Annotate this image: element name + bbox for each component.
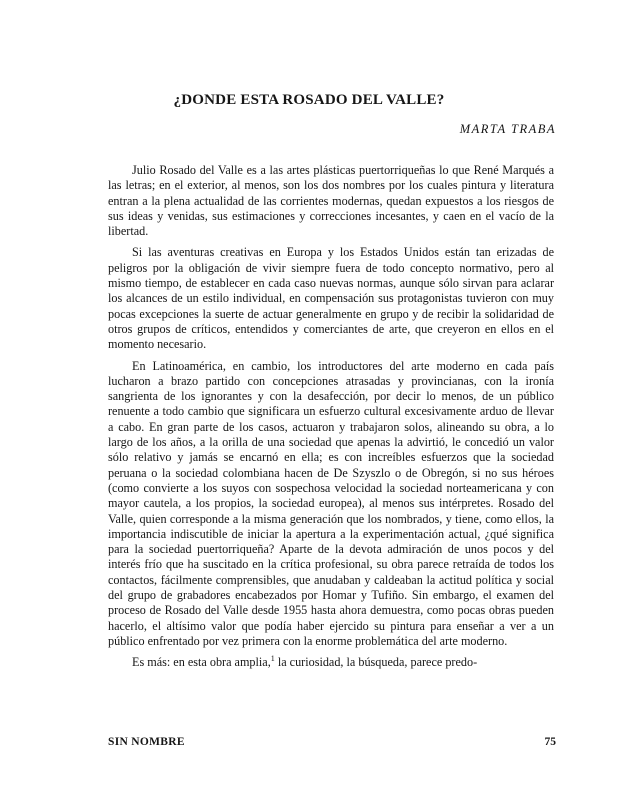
journal-name: SIN NOMBRE (108, 736, 185, 748)
paragraph-4-start: Es más: en esta obra amplia, (132, 655, 271, 670)
paragraph-4-end: la curiosidad, la búsqueda, parece predo- (274, 655, 478, 670)
article-author: MARTA TRABA (459, 122, 556, 136)
paragraph-3: En Latinoamérica, en cambio, los introductores del arte moderno en cada país lucharon a brazo partido con concepciones atrasadas y provincianas, con la ironía sangrienta de los ignorantes y con la desafección, por decir lo menos, de un público renuente a todo cambio que significara un esfuerzo cultural excesivamente arduo de llevar a cabo. En gran parte de los casos, actuaron y trabajaron solos, alineando su obra, a lo largo de los años, a la orilla de una sociedad que apenas la advirtió, le concedió un valor sólo relativo y jamás se encarnó en ella; es con increíbles esfuerzos que la sociedad peruana o la sociedad colombiana hacen de De Szyszlo o de Obregón, si no sus héroes (como convierte a los suyos con sospechosa velocidad la sociedad norteamericana y con mayor cautela, a los propios, la sociedad europea), al menos sus intérpretes. Rosado del Valle, quien corresponde a la misma generación que los nombrados, y tiene, como ellos, la importancia indiscutible de iniciar la apertura a la experimentación actual, ¿qué significa para la sociedad puertorriqueña? Aparte de la devota admiración de unos pocos y del interés frío que ha suscitado en la crítica profesional, su obra parece retraída de todos los contactos, fácilmente comprensibles, que anudaban y caldeaban la actitud política y social del grupo de grabadores encabezados por Homar y Tufiño. Sin embargo, el examen del proceso de Rosado del Valle desde 1955 hasta ahora demuestra, como pocas obras pueden hacerlo, el altísimo valor que podía haber ejercido su pintura para enseñar a ver a un público enfrentado por vez primera con la enorme problemática del arte moderno. (108, 358, 554, 648)
paragraph-4 (108, 655, 554, 670)
article-title: ¿DONDE ESTA ROSADO DEL VALLE? (173, 92, 445, 108)
paragraph-2: Si las aventuras creativas en Europa y los Estados Unidos están tan erizadas de peligros por la obligación de vivir siempre fuera de todo concepto normativo, pero al mismo tiempo, de establecer en cada caso nuevas normas, aunque sólo sirvan para aclarar los alcances de un estilo individual, en compensación sus protagonistas tuvieron con muy pocas excepciones la suerte de actuar generalmente en grupo y de recibir la solidaridad de otros grupos de críticos, entendidos y comerciantes de arte, que creyeron en ellos en el momento necesario. (108, 245, 554, 352)
article-body (108, 163, 554, 671)
page-number: 75 (544, 736, 556, 748)
footnote-marker[interactable]: 1 (270, 654, 275, 664)
paragraph-1: Julio Rosado del Valle es a las artes plásticas puertorriqueñas lo que René Marqués a las letras; en el exterior, al menos, son los dos nombres por los cuales pintura y literatura entran a la plena actualidad de las corrientes modernas, quedan expuestos a los riesgos de sus ideas y venidas, sus estimaciones y correcciones incesantes, y caen en el vacío de la libertad. (108, 163, 554, 239)
